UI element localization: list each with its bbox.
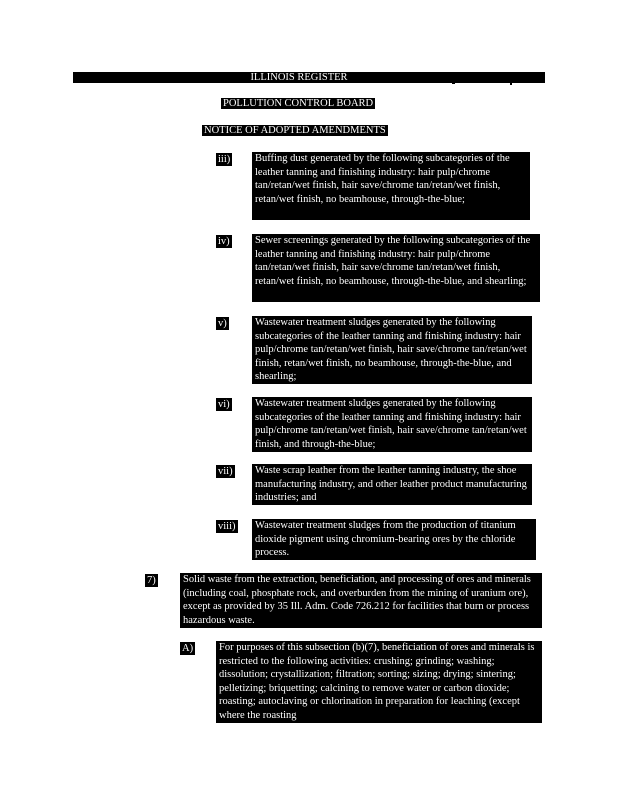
subitem-text-iv: Sewer screenings generated by the following subcategories of the leather tanning and finishing industry: hair pulp/chrome tan/retan/wet finish, hair save/chrome tan/retan/wet finish, retan/wet finish, no beamhouse, through-the-blue, and shearling;	[252, 234, 540, 302]
subitem-text-A: For purposes of this subsection (b)(7), beneficiation of ores and minerals is restricted to the following activities: crushing; grinding; washing; dissolution; crystallization; filtration; sorting; sizing; drying; sintering; pelletizing; briquetting; calcining to remove water or carbon dioxide; roasting; autoclaving or chlorination in preparation for leaching (except where the roasting	[216, 641, 542, 723]
subitem-label-iii: iii)	[218, 154, 231, 165]
notice-title: NOTICE OF ADOPTED AMENDMENTS	[204, 125, 386, 136]
subitem-label-viii: viii)	[218, 521, 236, 532]
subitem-label-iv: iv)	[218, 236, 230, 247]
subitem-label-A: A)	[182, 643, 194, 654]
subitem-text-v: Wastewater treatment sludges generated by the following subcategories of the leather tanning and finishing industry: hair pulp/chrome tan/retan/wet finish, hair save/chrome tan/retan/wet finish, retan/wet finish, no beamhouse, through-the-blue, and shearling;	[252, 316, 532, 384]
register-header-bar	[73, 72, 545, 83]
scan-speck	[452, 82, 455, 84]
subitem-label-v: v)	[218, 318, 227, 329]
subitem-label-vi: vi)	[218, 399, 230, 410]
subitem-label-vii: vii)	[218, 466, 233, 477]
subitem-text-vi: Wastewater treatment sludges generated by the following subcategories of the leather tanning and finishing industry: hair pulp/chrome tan/retan/wet finish, hair save/chrome tan/retan/wet finish, and through-the-blue;	[252, 397, 532, 452]
subitem-text-viii: Wastewater treatment sludges from the production of titanium dioxide pigment using chromium-bearing ores by the chloride process.	[252, 519, 536, 560]
paragraph-text-7: Solid waste from the extraction, beneficiation, and processing of ores and minerals (including coal, phosphate rock, and overburden from the mining of uranium ore), except as provided by 35 Ill. Adm. Code 726.212 for facilities that burn or process hazardous waste.	[180, 573, 542, 628]
scan-speck	[510, 83, 512, 85]
agency-name: POLLUTION CONTROL BOARD	[223, 98, 374, 109]
paragraph-label-7: 7)	[147, 575, 156, 586]
subitem-text-vii: Waste scrap leather from the leather tanning industry, the shoe manufacturing industry, and other leather product manufacturing industries; and	[252, 464, 532, 505]
register-title: ILLINOIS REGISTER	[250, 72, 348, 83]
subitem-text-iii: Buffing dust generated by the following subcategories of the leather tanning and finishing industry: hair pulp/chrome tan/retan/wet finish, hair save/chrome tan/retan/wet finish, retan/wet finish, no beamhouse, through-the-blue;	[252, 152, 530, 220]
